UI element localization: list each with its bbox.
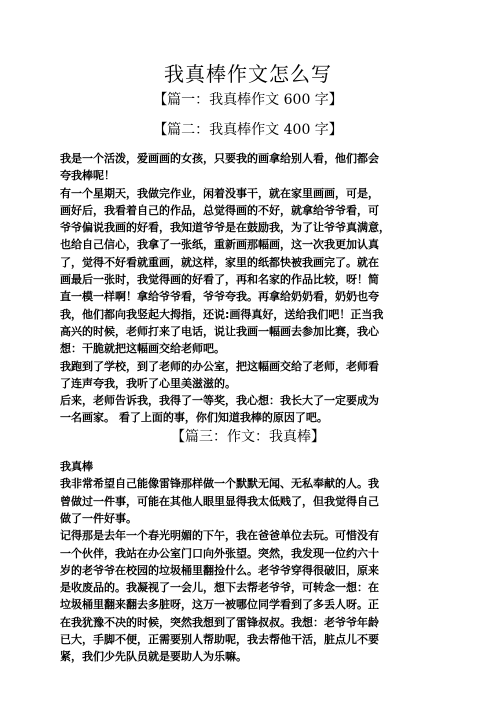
essay2-paragraph-2: 有一个星期天，我做完作业，闲着没事干，就在家里画画，可是， 画好后，我看着自己的作品，总觉得画的不好，就拿给爷爷看，可 爷爷偏说我画的好看，我知道爷爷是在鼓励我，为了让爷爷真满意， 也给自己信心，我拿了一张纸，重新画那幅画，这一次我更加认真 了，觉得不好看就重画，就这样，家里的纸都快被我画完了。就在 画最后一张时，我觉得画的好看了，再和名家的作品比较，呀！简 直一模一样啊！拿给爷爷看，爷爷夸我。再拿给奶奶看，奶奶也夸 我，他们都向我竖起大拇指，还说:画得真好，送给我们吧！正当我 高兴的时候，老师打来了电话，说让我画一幅画去参加比赛，我心 想：干脆就把这幅画交给老师吧。 (60, 186, 390, 356)
section-heading-2: 【篇二：我真棒作文 400 字】 (153, 122, 343, 138)
essay2-paragraph-3: 我跑到了学校，到了老师的办公室，把这幅画交给了老师，老师看 了连声夸我，我听了心里美滋滋的。 (60, 359, 379, 390)
essay3-title: 我真棒 (60, 460, 93, 474)
section-heading-1: 【篇一：我真棒作文 600 字】 (153, 92, 343, 108)
essay2-paragraph-1: 我是一个活泼，爱画画的女孩，只要我的画拿给别人看，他们都会 夸我棒呢！ (60, 152, 379, 183)
section-heading-3: 【篇三：作文：我真棒】 (171, 428, 325, 445)
document-title: 我真棒作文怎么写 (164, 62, 332, 86)
essay3-paragraph-2: 记得那是去年一个春光明媚的下午，我在爸爸单位去玩。可惜没有 一个伙伴，我站在办公室门口向外张望。突然，我发现一位约六十 岁的老爷爷在校园的垃圾桶里翻捡什么。老爷爷穿得很破旧，原来 是收废品的。我凝视了一会儿，想下去帮老爷爷，可转念一想：在 垃圾桶里翻来翻去多脏呀，这万一被哪位同学看到了多丢人呀。正 在我犹豫不决的时候，突然我想到了雷锋叔叔。我想：老爷爷年龄 已大，手脚不便，正需要别人帮助呢，我去帮他干活，脏点儿不要 紧，我们少先队员就是要助人为乐嘛。 (60, 529, 379, 664)
essay3-paragraph-1: 我非常希望自己能像雷锋那样做一个默默无闻、无私奉献的人。我 曾做过一件事，可能在其他人眼里显得我太低贱了，但我觉得自己 做了一件好事。 (60, 477, 379, 525)
essay2-paragraph-4: 后来，老师告诉我，我得了一等奖，我心想：我长大了一定要成为 一名画家。 看了上面的事，你们知道我棒的原因了吧。 (60, 394, 379, 425)
